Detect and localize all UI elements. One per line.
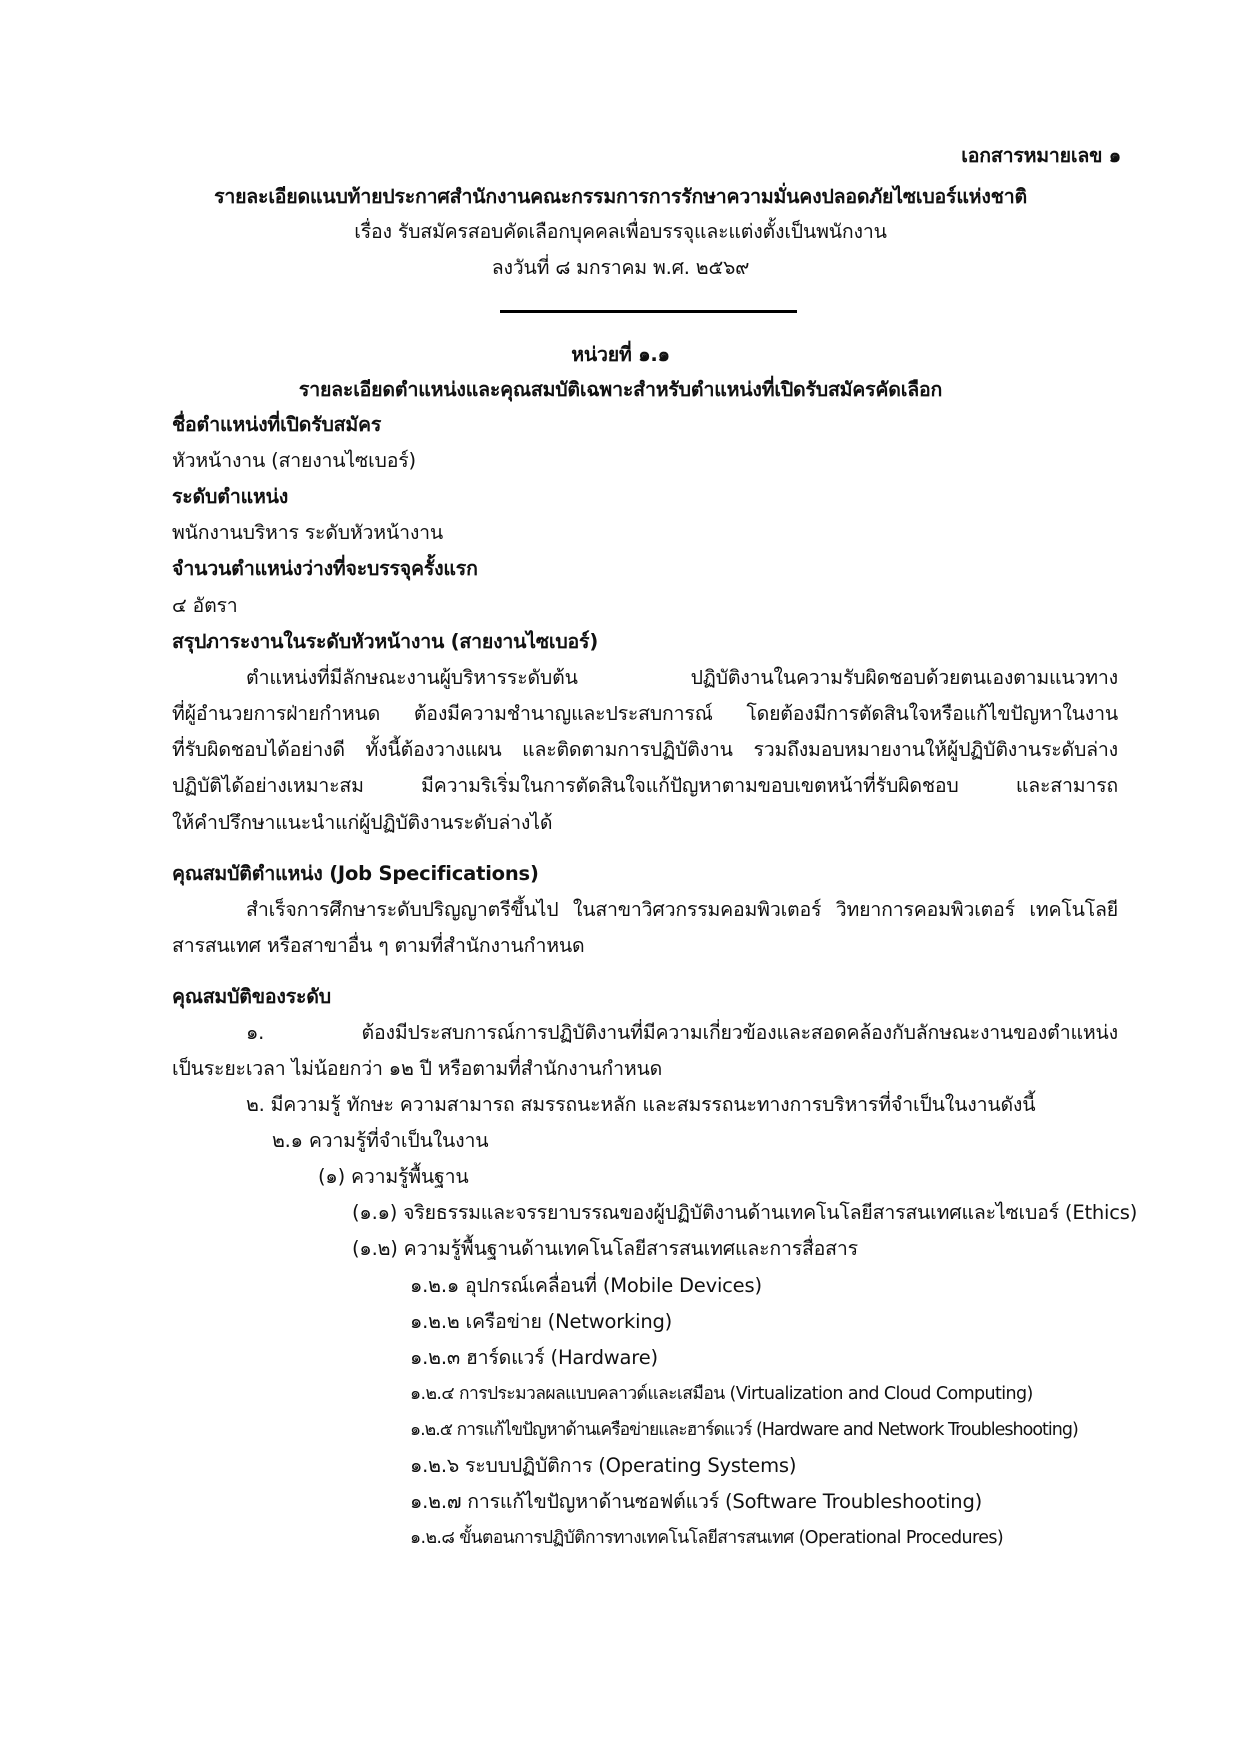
position-level-value: พนักงานบริหาร ระดับหัวหน้างาน — [172, 521, 444, 544]
summary-line: ที่รับผิดชอบได้อย่างดี ทั้งนี้ต้องวางแผน และติดตามการปฏิบัติงาน รวมถึงมอบหมายงานให้ผู้ปฏิบัติงานระดับล่าง — [172, 738, 1118, 761]
basic-knowledge-item: (๑.๒) ความรู้พื้นฐานด้านเทคโนโลยีสารสนเทศและการสื่อสาร — [352, 1237, 858, 1260]
unit-subtitle: รายละเอียดตำแหน่งและคุณสมบัติเฉพาะสำหรับตำแหน่งที่เปิดรับสมัครคัดเลือก — [298, 378, 943, 401]
position-name-label: ชื่อตำแหน่งที่เปิดรับสมัคร — [172, 413, 382, 436]
level-qual-item1: ๑. ต้องมีประสบการณ์การปฏิบัติงานที่มีความเกี่ยวข้องและสอดคล้องกับลักษณะงานของตำแหน่ง — [246, 1021, 1118, 1044]
summary-line: ปฏิบัติได้อย่างเหมาะสม มีความริเริ่มในการตัดสินใจแก้ปัญหาตามขอบเขตหน้าที่รับผิดชอบ และสามารถ — [172, 774, 1118, 797]
job-spec-line: สำเร็จการศึกษาระดับปริญญาตรีขึ้นไป ในสาขาวิศวกรรมคอมพิวเตอร์ วิทยาการคอมพิวเตอร์ เทคโนโลยี — [246, 898, 1118, 921]
ict-sub-item: ๑.๒.๒ เครือข่าย (Networking) — [410, 1310, 673, 1333]
ict-sub-item: ๑.๒.๕ การแก้ไขปัญหาด้านเครือข่ายและฮาร์ดแวร์ (Hardware and Network Troubleshooting) — [410, 1420, 1078, 1440]
level-qual-item1-cont: เป็นระยะเวลา ไม่น้อยกว่า ๑๒ ปี หรือตามที่สำนักงานกำหนด — [172, 1057, 663, 1080]
ict-sub-item: ๑.๒.๘ ขั้นตอนการปฏิบัติการทางเทคโนโลยีสารสนเทศ (Operational Procedures) — [410, 1528, 1004, 1548]
ict-sub-item: ๑.๒.๑ อุปกรณ์เคลื่อนที่ (Mobile Devices) — [410, 1274, 762, 1297]
document-number: เอกสารหมายเลข ๑ — [961, 144, 1121, 167]
header-title: รายละเอียดแนบท้ายประกาศสำนักงานคณะกรรมการการรักษาความมั่นคงปลอดภัยไซเบอร์แห่งชาติ — [214, 185, 1027, 208]
position-name-value: หัวหน้างาน (สายงานไซเบอร์) — [172, 449, 416, 472]
ict-sub-item: ๑.๒.๓ ฮาร์ดแวร์ (Hardware) — [410, 1346, 658, 1369]
basic-knowledge-item: (๑.๑) จริยธรรมและจรรยาบรรณของผู้ปฏิบัติงานด้านเทคโนโลยีสารสนเทศและไซเบอร์ (Ethics) — [352, 1201, 1138, 1224]
ict-sub-item: ๑.๒.๖ ระบบปฏิบัติการ (Operating Systems) — [410, 1454, 797, 1477]
vacancy-label: จำนวนตำแหน่งว่างที่จะบรรจุครั้งแรก — [172, 557, 478, 580]
header-date: ลงวันที่ ๘ มกราคม พ.ศ. ๒๕๖๙ — [491, 256, 750, 279]
header-divider — [500, 310, 797, 313]
job-spec-heading: คุณสมบัติตำแหน่ง (Job Specifications) — [172, 862, 539, 885]
level-qual-heading: คุณสมบัติของระดับ — [172, 985, 331, 1008]
job-spec-line: สารสนเทศ หรือสาขาอื่น ๆ ตามที่สำนักงานกำหนด — [172, 934, 585, 957]
knowledge-heading: ๒.๑ ความรู้ที่จำเป็นในงาน — [272, 1129, 489, 1152]
unit-title: หน่วยที่ ๑.๑ — [571, 343, 670, 366]
ict-sub-item: ๑.๒.๗ การแก้ไขปัญหาด้านซอฟต์แวร์ (Software Troubleshooting) — [410, 1490, 983, 1513]
summary-line: ให้คำปรึกษาแนะนำแก่ผู้ปฏิบัติงานระดับล่างได้ — [172, 811, 553, 834]
position-level-label: ระดับตำแหน่ง — [172, 485, 289, 508]
summary-heading: สรุปภาระงานในระดับหัวหน้างาน (สายงานไซเบอร์) — [172, 630, 599, 653]
basic-knowledge: (๑) ความรู้พื้นฐาน — [318, 1165, 469, 1188]
level-qual-item2: ๒. มีความรู้ ทักษะ ความสามารถ สมรรถนะหลัก และสมรรถนะทางการบริหารที่จำเป็นในงานดังนี้ — [246, 1093, 1036, 1116]
ict-sub-item: ๑.๒.๔ การประมวลผลแบบคลาวด์และเสมือน (Virtualization and Cloud Computing) — [410, 1384, 1033, 1404]
header-subject: เรื่อง รับสมัครสอบคัดเลือกบุคคลเพื่อบรรจุและแต่งตั้งเป็นพนักงาน — [354, 220, 887, 243]
summary-line: ที่ผู้อำนวยการฝ่ายกำหนด ต้องมีความชำนาญและประสบการณ์ โดยต้องมีการตัดสินใจหรือแก้ไขปัญหาในงาน — [172, 702, 1118, 725]
vacancy-value: ๔ อัตรา — [172, 594, 238, 617]
summary-line: ตำแหน่งที่มีลักษณะงานผู้บริหารระดับต้น ปฏิบัติงานในความรับผิดชอบด้วยตนเองตามแนวทาง — [246, 666, 1118, 689]
